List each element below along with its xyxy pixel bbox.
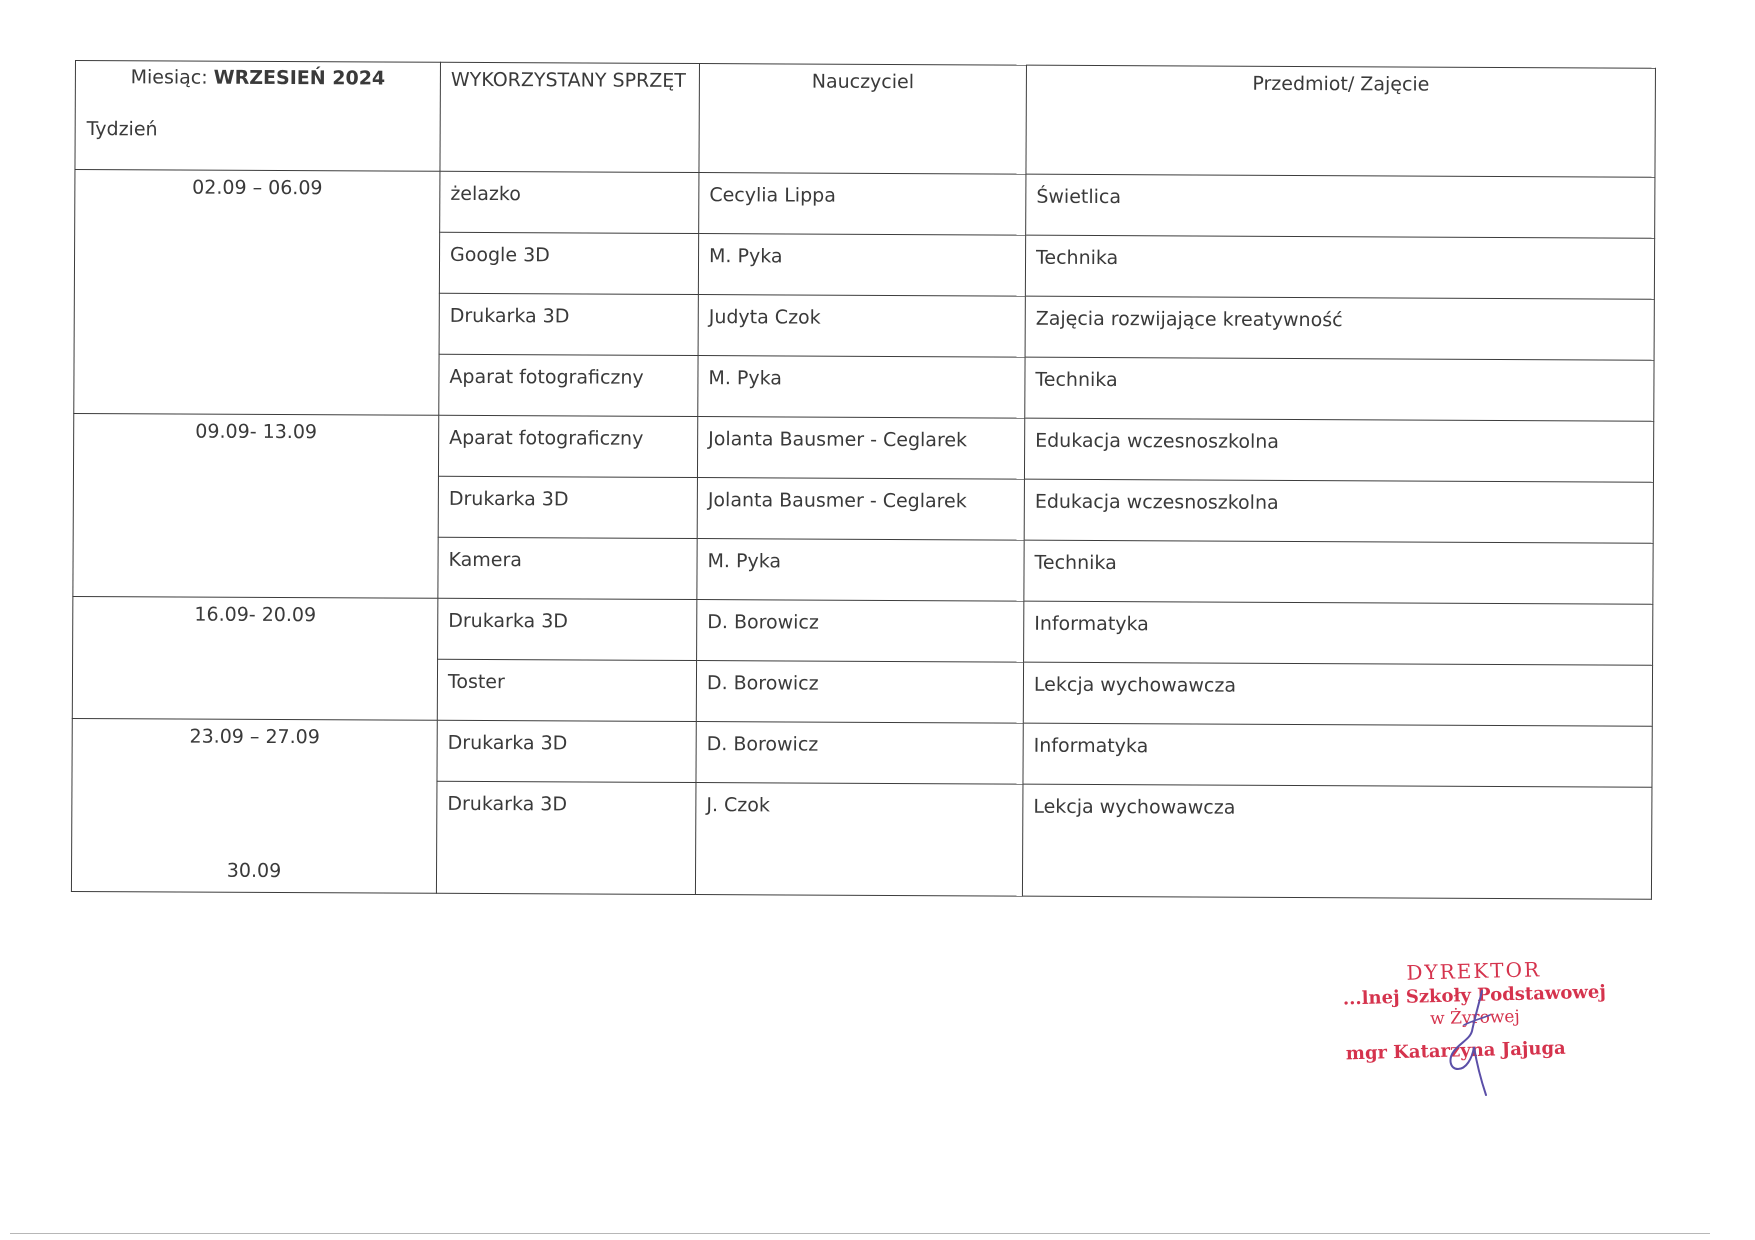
week-extra-date: 30.09 (226, 859, 282, 883)
equipment-cell: Aparat fotograficzny (438, 415, 697, 477)
stamp-school: ...lnej Szkoły Podstawowej (1342, 981, 1607, 1010)
equipment-cell: Drukarka 3D (438, 598, 697, 660)
stamp-place: w Żyrowej (1429, 1006, 1521, 1030)
subject-cell: Edukacja wczesnoszkolna (1024, 479, 1653, 543)
header-subject-cell (1026, 65, 1656, 177)
week-cell: 09.09- 13.09 (73, 413, 439, 598)
subject-cell: Świetlica (1026, 174, 1655, 238)
teacher-cell: D. Borowicz (697, 600, 1024, 663)
page-bottom-rule (10, 1233, 1710, 1234)
month-label: Miesiąc: (130, 66, 208, 89)
subject-cell: Technika (1024, 540, 1653, 604)
week-column-label: Tydzień (86, 118, 158, 141)
subject-cell: Informatyka (1023, 723, 1652, 787)
teacher-cell: Jolanta Bausmer - Ceglarek (697, 417, 1024, 480)
teacher-cell: Jolanta Bausmer - Ceglarek (697, 478, 1024, 541)
teacher-cell: Cecylia Lippa (699, 173, 1026, 236)
month-line (76, 64, 440, 92)
handwritten-signature-icon (1420, 985, 1530, 1100)
subject-cell: Edukacja wczesnoszkolna (1024, 418, 1653, 482)
week-range: 23.09 – 27.09 (189, 725, 320, 749)
week-cell (71, 718, 437, 893)
equipment-cell: Aparat fotograficzny (439, 354, 698, 416)
subject-cell: Informatyka (1024, 601, 1653, 665)
equipment-cell: żelazko (440, 171, 699, 233)
table-row (73, 596, 1653, 665)
equipment-cell: Drukarka 3D (438, 476, 697, 538)
table-header-row (75, 61, 1656, 178)
equipment-column-label: WYKORZYSTANY SPRZĘT (450, 68, 686, 92)
header-equipment-cell (440, 62, 700, 172)
subject-column-label: Przedmiot/ Zajęcie (1252, 72, 1430, 96)
equipment-cell: Kamera (438, 537, 697, 599)
equipment-cell: Google 3D (439, 232, 698, 294)
header-week-cell (75, 61, 441, 172)
table-row (75, 170, 1655, 239)
stamp-title: DYREKTOR (1406, 957, 1542, 985)
table-row (72, 718, 1652, 787)
equipment-usage-table (71, 60, 1656, 900)
teacher-cell: D. Borowicz (696, 722, 1023, 785)
teacher-cell: J. Czok (695, 783, 1023, 897)
subject-cell: Technika (1025, 357, 1654, 421)
stamp-name: mgr Katarzyna Jajuga (1345, 1037, 1566, 1065)
teacher-cell: M. Pyka (698, 356, 1025, 419)
equipment-cell: Toster (437, 659, 696, 721)
week-cell: 02.09 – 06.09 (74, 170, 440, 416)
table-row (73, 413, 1653, 482)
teacher-cell: D. Borowicz (696, 661, 1023, 724)
teacher-column-label: Nauczyciel (811, 70, 915, 94)
subject-cell: Lekcja wychowawcza (1022, 784, 1652, 899)
teacher-cell: M. Pyka (698, 234, 1025, 297)
equipment-cell: Drukarka 3D (439, 293, 698, 355)
header-teacher-cell (699, 64, 1027, 175)
equipment-cell: Drukarka 3D (437, 720, 696, 782)
month-value: WRZESIEŃ 2024 (213, 66, 386, 90)
teacher-cell: M. Pyka (697, 539, 1024, 602)
teacher-cell: Judyta Czok (698, 295, 1025, 358)
equipment-cell: Drukarka 3D (436, 781, 696, 894)
subject-cell: Lekcja wychowawcza (1023, 662, 1652, 726)
week-cell: 16.09- 20.09 (72, 596, 438, 720)
subject-cell: Technika (1025, 235, 1654, 299)
subject-cell: Zajęcia rozwijające kreatywność (1025, 296, 1654, 360)
